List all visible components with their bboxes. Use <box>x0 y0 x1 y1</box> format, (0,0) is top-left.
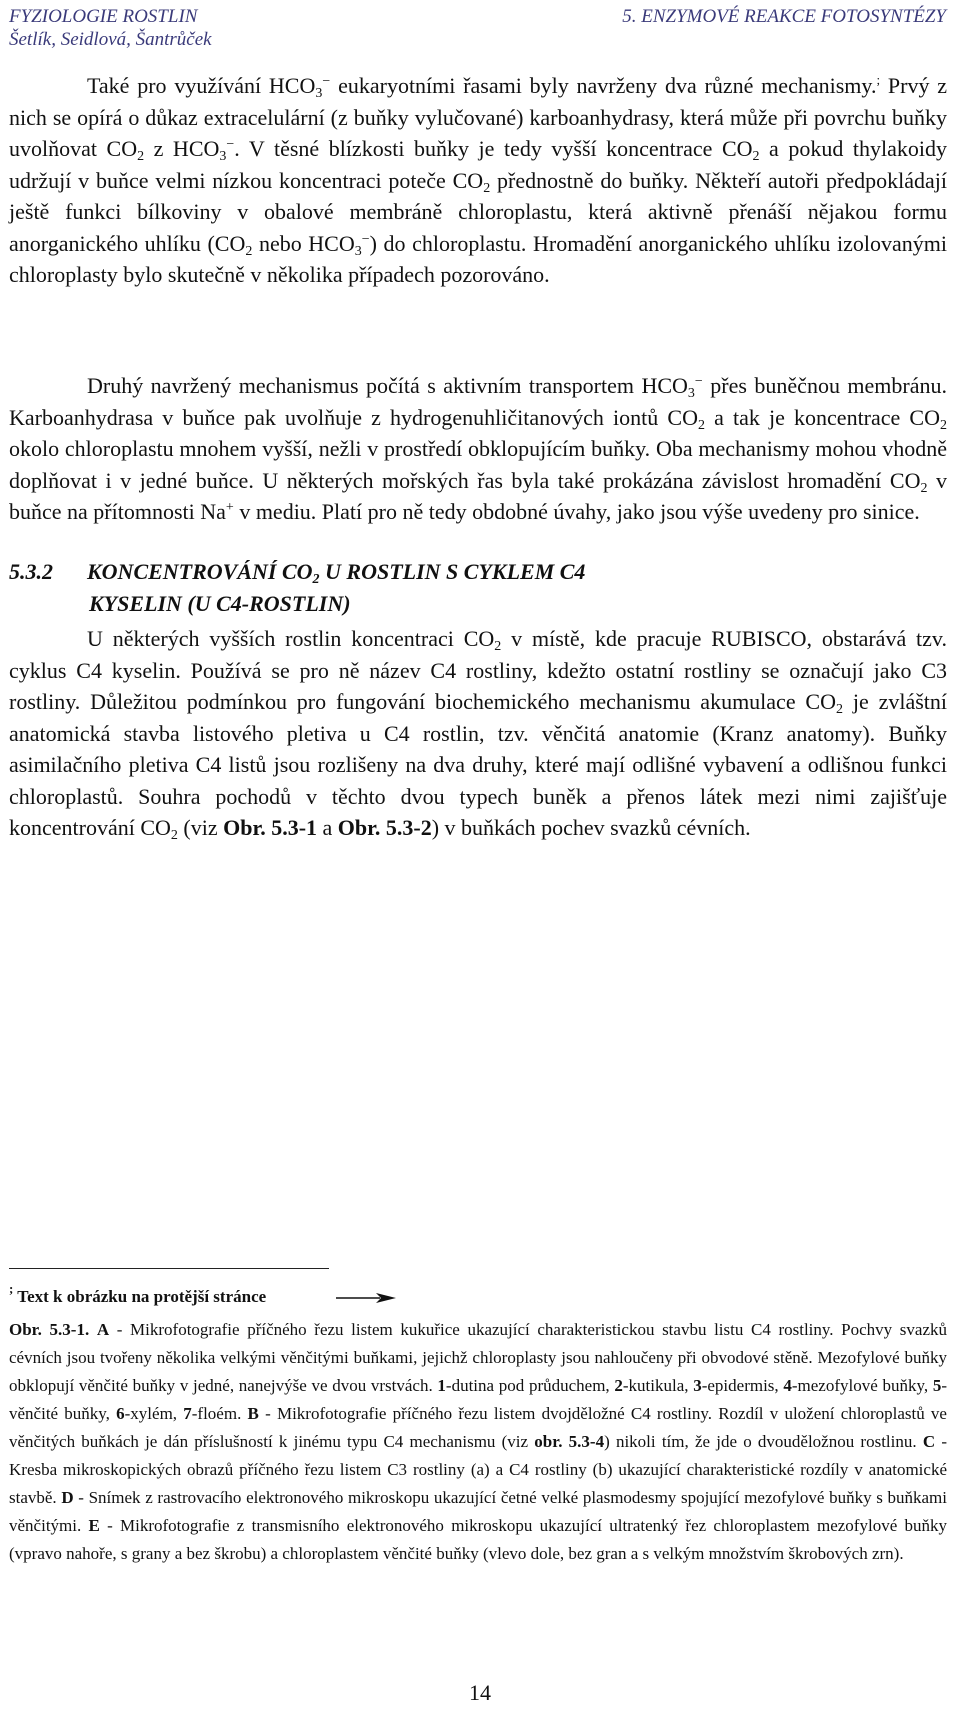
superscript: − <box>226 137 235 152</box>
subscript: 3 <box>687 386 695 401</box>
caption-text: -xylém, <box>124 1404 184 1423</box>
paragraph-c4-intro <box>9 623 947 844</box>
text-run: je zvláštní anatomická stavba listového pletiva u C4 rostlin, tzv. věnčitá anatomie (Kranz anatomy). Buňky asimilačního pletiva C4 listů jsou rozlišeny na dva druhy, které mají odlišné vybavení a odlišnou funkci chloroplastů. Souhra pochodů v těchto dvou typech buněk a přenos látek mezi nimi zajišťuje koncentrování CO <box>9 689 947 840</box>
caption-text: -věnčité buňky, <box>9 1376 947 1423</box>
heading-line-2: KYSELIN (U C4-ROSTLIN) <box>89 591 351 616</box>
caption-text: - Kresba mikroskopických obrazů příčného řezu listem C3 rostliny (a) a C4 rostliny (b) ukazující charakteristické rozdíly v anatomické stavbě. <box>9 1432 947 1507</box>
caption-num: 3 <box>693 1376 702 1395</box>
caption-text: - Mikrofotografie příčného řezu listem kukuřice ukazující charakteristickou stavbu listu C4 rostliny. Pochvy svazků cévních jsou tvořeny několika velkými věnčitými buňkami, jejichž chloroplasty jsou nahloučeny při obvodové stěně. Mezofylové buňky obklopují věnčité buňky v jedné, nanejvýše ve dvou vrstvách. <box>9 1320 948 1395</box>
caption-text: - Mikrofotografie z transmisního elektronového mikroskopu ukazující ultratenký řez chloroplastem mezofylové buňky (vpravo nahoře, s grany a bez škrobu) a chloroplastem věnčité buňky (vlevo dole, bez gran a s velkým množstvím škrobových zrn). <box>9 1516 947 1563</box>
text-run: nebo HCO <box>252 230 355 256</box>
paragraph-algae-mechanisms <box>9 70 947 291</box>
text-run: okolo chloroplastu mnohem vyšší, nežli v prostředí obklopujícím buňky. Oba mechanismy mohou vhodně doplňovat i v jedné buňce. U některých mořských řas byla také prokázána závislost hromadění CO <box>9 436 947 493</box>
text-run: v buňce na přítomnosti Na <box>9 467 948 524</box>
subscript: 3 <box>315 86 323 101</box>
text-run: Druhý navržený mechanismus počítá s aktivním transportem HCO <box>87 373 688 398</box>
caption-label-c: C <box>922 1432 936 1451</box>
subscript: 2 <box>137 149 145 164</box>
header-chapter-title: 5. ENZYMOVÉ REAKCE FOTOSYNTÉZY <box>622 6 946 27</box>
text-run: v místě, kde pracuje RUBISCO, obstarává tzv. cyklus C4 kyselin. Používá se pro ně název C4 rostliny, kdežto ostatní rostliny se označují jako C3 rostliny. Důležitou podmínkou pro fungování biochemického mechanismu akumulace CO <box>9 626 948 714</box>
text-run: a tak je koncentrace CO <box>704 404 940 430</box>
figure-reference[interactable]: Obr. 5.3-1 <box>223 815 318 840</box>
text-run: a <box>317 815 338 840</box>
text-run: ) do chloroplastu. Hromadění anorganického uhlíku izolovanými chloroplasty bylo skutečně v několika případech pozorováno. <box>9 230 947 287</box>
caption-label-d: D <box>61 1488 74 1507</box>
caption-label-a: A <box>96 1320 110 1339</box>
caption-num: 6 <box>116 1404 125 1423</box>
subscript: 2 <box>697 417 705 433</box>
caption-num: 7 <box>183 1404 192 1423</box>
text-run: ) v buňkách pochev svazků cévních. <box>431 815 751 840</box>
caption-num: 4 <box>783 1376 792 1395</box>
subscript: 2 <box>752 149 760 164</box>
text-run: eukaryotními řasami byly navrženy dva různé mechanismy. <box>330 73 877 98</box>
subscript: 2 <box>312 572 320 587</box>
subscript: 2 <box>940 417 947 433</box>
caption-text: -kutikula, <box>622 1376 694 1395</box>
text-run: a pokud thylakoidy udržují v buňce velmi nízkou koncentraci poteče CO <box>9 136 947 193</box>
superscript: − <box>694 374 703 389</box>
text-run: v mediu. Platí pro ně tedy obdobné úvahy, jako jsou výše uvedeny pro sinice. <box>233 499 920 524</box>
footnote-title-text: Text k obrázku na protější stránce <box>17 1287 267 1306</box>
caption-text: ) nikoli tím, že jde o dvouděložnou rostlinu. <box>604 1432 923 1451</box>
caption-figure-label: Obr. 5.3-1. <box>9 1320 90 1339</box>
caption-text: - Mikrofotografie příčného řezu listem dvojděložné C4 rostliny. Rozdíl v uložení chloroplastů ve věnčitých buňkách je dán příslušností k jinému typu C4 mechanismu (viz <box>9 1404 947 1451</box>
text-run: Prvý z nich se opírá o důkaz extracelulární (z buňky vylučované) karboanhydrasy, která může při povrchu buňky uvolňovat CO <box>9 73 948 161</box>
caption-text: -epidermis, <box>701 1376 784 1395</box>
caption-text: - Snímek z rastrovacího elektronového mikroskopu ukazující četné velké plasmodesmy spojující mezofylové buňky s buňkami věnčitými. <box>9 1488 947 1535</box>
caption-num: 1 <box>437 1376 446 1395</box>
heading-line-1: KONCENTROVÁNÍ CO <box>87 559 313 584</box>
subscript: 2 <box>170 828 178 843</box>
caption-num: 5 <box>932 1376 942 1395</box>
subscript: 2 <box>494 639 502 654</box>
caption-text: -floém. <box>191 1404 248 1423</box>
text-run: přes buněčnou membránu. Karboanhydrasa v buňce pak uvolňuje z hydrogenuhličitanových iontů CO <box>9 373 947 430</box>
figure-reference[interactable]: Obr. 5.3-2 <box>337 815 432 840</box>
caption-text: -mezofylové buňky, <box>791 1376 933 1395</box>
caption-label-b: B <box>247 1404 259 1423</box>
text-run: přednostně do buňky. Někteří autoři předpokládají ještě funkci bílkoviny v obalové membráně chloroplastu, která aktivně přenáší nějakou formu anorganického uhlíku (CO <box>9 167 948 256</box>
header-authors: Šetlík, Seidlová, Šantrůček <box>9 29 212 50</box>
paragraph-second-mechanism <box>9 370 947 528</box>
heading-line-1-end: U ROSTLIN S CYKLEM C4 <box>319 559 586 584</box>
figure-caption <box>9 1316 947 1568</box>
subscript: 2 <box>920 480 928 496</box>
subscript: 2 <box>245 243 253 259</box>
text-run: U některých vyšších rostlin koncentraci CO <box>87 626 495 651</box>
section-heading <box>9 556 947 620</box>
section-number: 5.3.2 <box>9 559 53 584</box>
caption-label-e: E <box>88 1516 100 1535</box>
caption-text: -dutina pod průduchem, <box>445 1376 615 1395</box>
superscript: + <box>225 500 234 515</box>
footnote-title <box>9 1281 267 1307</box>
subscript: 2 <box>483 180 491 196</box>
figure-reference[interactable]: obr. 5.3-4 <box>534 1432 605 1451</box>
footnote-mark: ; <box>9 1281 14 1296</box>
subscript: 3 <box>219 149 227 164</box>
text-run: z HCO <box>144 136 220 161</box>
footnote-divider <box>9 1268 329 1269</box>
text-run: Také pro využívání HCO <box>87 73 316 98</box>
text-run: . V těsné blízkosti buňky je tedy vyšší koncentrace CO <box>234 136 753 161</box>
caption-num: 2 <box>614 1376 623 1395</box>
footnote-marker: ; <box>876 72 881 87</box>
subscript: 2 <box>836 702 843 717</box>
page-number: 14 <box>469 1680 491 1705</box>
header-book-title: FYZIOLOGIE ROSTLIN <box>9 6 198 27</box>
arrow-right-icon <box>336 1291 396 1305</box>
subscript: 3 <box>354 243 362 259</box>
superscript: − <box>322 74 331 89</box>
text-run: (viz <box>177 815 224 840</box>
superscript: − <box>361 231 370 247</box>
